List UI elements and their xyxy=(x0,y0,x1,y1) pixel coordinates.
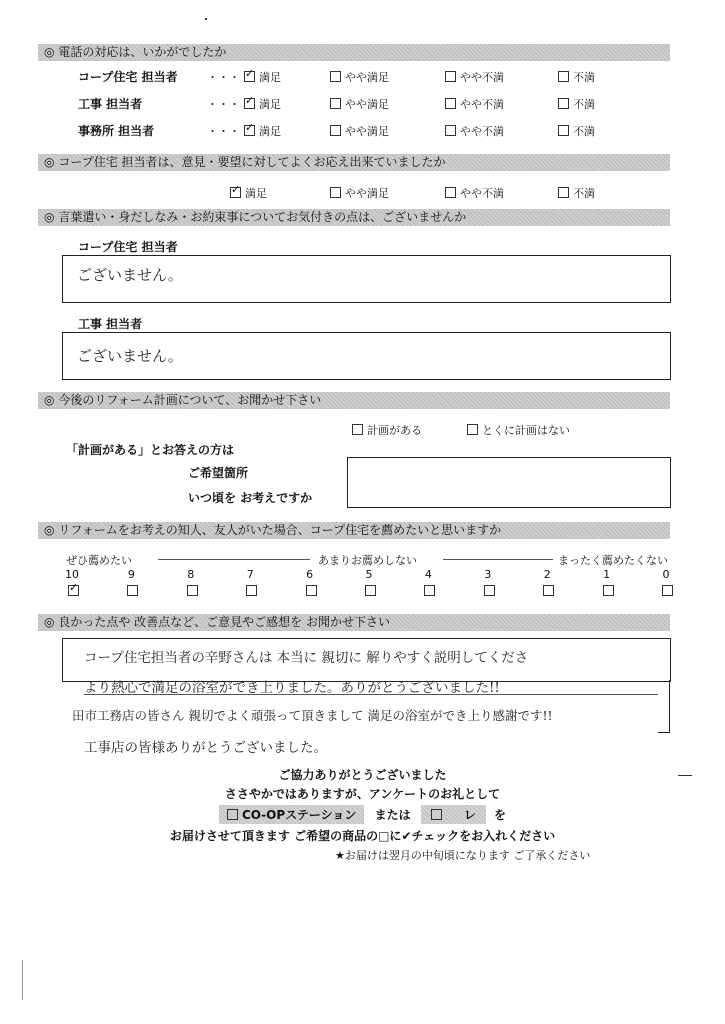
option-label: 満足 xyxy=(259,125,281,138)
option-label: やや満足 xyxy=(345,98,389,111)
scale-number: 9 xyxy=(127,568,135,581)
option-no-plan[interactable] xyxy=(467,422,570,438)
coop-station-option[interactable] xyxy=(219,805,365,824)
scale-checkbox[interactable] xyxy=(306,585,317,596)
option-label: やや不満 xyxy=(460,98,504,111)
alternate-option[interactable] xyxy=(421,805,486,824)
coop-staff-comment-box[interactable] xyxy=(62,255,671,303)
desired-timing-field[interactable] xyxy=(347,482,671,508)
delivery-instruction: お届けさせて頂きます ご希望の商品の□に✔チェックをお入れください xyxy=(169,829,556,843)
option-dissatisfied[interactable] xyxy=(558,123,595,139)
q1-row-label: 工事 担当者 xyxy=(78,97,143,111)
scale-number: 10 xyxy=(65,568,79,581)
scale-checkbox[interactable] xyxy=(603,585,614,596)
checkbox[interactable] xyxy=(330,71,341,82)
feedback-line-3: 田市工務店の皆さん 親切でよく頑張って頂きまして 満足の浴室ができ上り感謝です!! xyxy=(72,708,553,723)
option-label: 満足 xyxy=(245,187,267,200)
scale-label-not-really: あまりお薦めしない xyxy=(318,554,417,567)
section-title: リフォームをお考えの知人、友人がいた場合、コープ住宅を薦めたいと思いますか xyxy=(58,523,502,537)
delivery-note: ★お届けは翌月の中旬頃になります ご了承ください xyxy=(335,849,591,862)
option-label: CO-OPステーション xyxy=(241,808,357,822)
leader-dots: ・・・ xyxy=(207,98,240,111)
checkbox[interactable] xyxy=(558,125,569,136)
q2-option-somewhat-dissatisfied[interactable] xyxy=(445,185,504,201)
scale-checkbox[interactable] xyxy=(68,585,79,596)
feedback-line-1: コープ住宅担当者の辛野さんは 本当に 親切に 解りやすく説明してくださ xyxy=(84,650,529,666)
underline xyxy=(84,694,658,695)
checkbox[interactable] xyxy=(352,424,363,435)
scale-number: 7 xyxy=(246,568,254,581)
wo-text: を xyxy=(494,808,507,822)
option-somewhat-dissatisfied[interactable] xyxy=(445,96,504,112)
scale-checkbox[interactable] xyxy=(246,585,257,596)
option-somewhat-satisfied[interactable] xyxy=(330,96,389,112)
plan-note: 「計画がある」とお答えの方は xyxy=(66,443,235,457)
option-label: 不満 xyxy=(573,71,595,84)
scale-checkbox[interactable] xyxy=(484,585,495,596)
scale-number: 3 xyxy=(484,568,492,581)
option-label: 不満 xyxy=(573,98,595,111)
scale-checkbox[interactable] xyxy=(127,585,138,596)
desired-timing-label: いつ頃を お考えですか xyxy=(188,491,313,505)
checkbox[interactable] xyxy=(431,809,442,820)
work-staff-comment-box[interactable] xyxy=(62,332,671,380)
coop-staff-comment: ございません。 xyxy=(77,266,183,284)
work-staff-label: 工事 担当者 xyxy=(78,317,143,331)
scale-number: 8 xyxy=(187,568,195,581)
scan-speck xyxy=(205,18,207,20)
feedback-line-2: より熱心で満足の浴室ができ上りました。ありがとうございました!! xyxy=(84,680,500,696)
q2-option-dissatisfied[interactable] xyxy=(558,185,595,201)
q1-row-label: コープ住宅 担当者 xyxy=(78,70,178,84)
scale-number: 0 xyxy=(662,568,670,581)
checkbox[interactable] xyxy=(230,187,241,198)
section-title: 言葉遣い・身だしなみ・お約束事についてお気付きの点は、ございませんか xyxy=(58,210,467,224)
checkbox[interactable] xyxy=(558,71,569,82)
checkbox[interactable] xyxy=(558,187,569,198)
scale-checkbox[interactable] xyxy=(424,585,435,596)
section-header-feedback xyxy=(38,614,670,631)
checkbox[interactable] xyxy=(445,98,456,109)
scale-label-definitely: ぜひ薦めたい xyxy=(66,554,132,567)
scale-checkbox[interactable] xyxy=(187,585,198,596)
scale-number: 4 xyxy=(424,568,432,581)
checkbox[interactable] xyxy=(467,424,478,435)
option-somewhat-satisfied[interactable] xyxy=(330,123,389,139)
option-label: 不満 xyxy=(573,125,595,138)
section-marker: ◎ xyxy=(44,523,55,537)
q2-option-somewhat-satisfied[interactable] xyxy=(330,185,389,201)
option-has-plan[interactable] xyxy=(352,422,422,438)
option-label: やや不満 xyxy=(460,71,504,84)
q2-option-satisfied[interactable] xyxy=(230,185,267,201)
checkbox[interactable] xyxy=(244,98,255,109)
option-label: やや不満 xyxy=(460,125,504,138)
option-somewhat-satisfied[interactable] xyxy=(330,69,389,85)
checkbox[interactable] xyxy=(330,98,341,109)
option-somewhat-dissatisfied[interactable] xyxy=(445,123,504,139)
scale-number: 2 xyxy=(543,568,551,581)
scale-number: 5 xyxy=(365,568,373,581)
section-header-phone xyxy=(38,44,670,61)
option-label: 計画がある xyxy=(367,424,422,437)
section-marker: ◎ xyxy=(44,210,55,224)
scale-line xyxy=(443,559,553,560)
option-label: とくに計画はない xyxy=(482,424,570,437)
feedback-box-side xyxy=(669,680,670,732)
option-label: やや満足 xyxy=(345,71,389,84)
section-header-response xyxy=(38,154,670,171)
checkbox[interactable] xyxy=(445,187,456,198)
desired-location-label: ご希望箇所 xyxy=(188,466,249,480)
section-marker: ◎ xyxy=(44,155,55,169)
section-marker: ◎ xyxy=(44,615,55,629)
option-label: 満足 xyxy=(259,71,281,84)
section-title: 今後のリフォーム計画について、お聞かせ下さい xyxy=(58,393,322,407)
checkbox[interactable] xyxy=(330,187,341,198)
checkbox[interactable] xyxy=(227,809,238,820)
option-label: 満足 xyxy=(259,98,281,111)
checkbox[interactable] xyxy=(244,71,255,82)
option-label: レ xyxy=(463,808,476,822)
checkbox[interactable] xyxy=(244,125,255,136)
scale-checkbox[interactable] xyxy=(365,585,376,596)
section-title: 電話の対応は、いかがでしたか xyxy=(58,45,227,59)
option-satisfied[interactable] xyxy=(207,69,281,85)
section-header-reform-plan xyxy=(38,392,670,409)
option-somewhat-dissatisfied[interactable] xyxy=(445,69,504,85)
checkbox[interactable] xyxy=(330,125,341,136)
option-dissatisfied[interactable] xyxy=(558,69,595,85)
scale-line xyxy=(158,559,310,560)
leader-dots: ・・・ xyxy=(207,71,240,84)
option-label: 不満 xyxy=(573,187,595,200)
coop-staff-label: コープ住宅 担当者 xyxy=(78,240,178,254)
section-header-recommend xyxy=(38,522,670,539)
checkbox[interactable] xyxy=(445,125,456,136)
option-label: やや不満 xyxy=(460,187,504,200)
option-satisfied[interactable] xyxy=(207,123,281,139)
desired-location-field[interactable] xyxy=(347,457,671,484)
section-marker: ◎ xyxy=(44,393,55,407)
gift-intro: ささやかではありますが、アンケートのお礼として xyxy=(224,787,501,801)
option-label: やや満足 xyxy=(345,187,389,200)
scale-number: 6 xyxy=(306,568,314,581)
thanks-line: ご協力ありがとうございました xyxy=(278,768,447,782)
checkbox[interactable] xyxy=(445,71,456,82)
scale-number: 1 xyxy=(603,568,611,581)
option-label: やや満足 xyxy=(345,125,389,138)
scale-label-not-at-all: まったく薦めたくない xyxy=(558,554,668,567)
checkbox[interactable] xyxy=(558,98,569,109)
section-marker: ◎ xyxy=(44,45,55,59)
work-staff-comment: ございません。 xyxy=(77,347,183,365)
margin-mark xyxy=(678,775,692,776)
section-header-manners xyxy=(38,209,670,226)
scale-checkbox[interactable] xyxy=(543,585,554,596)
feedback-line-4: 工事店の皆様ありがとうございました。 xyxy=(84,740,327,756)
leader-dots: ・・・ xyxy=(207,125,240,138)
scale-checkbox[interactable] xyxy=(662,585,673,596)
or-text: または xyxy=(374,808,411,822)
section-title: 良かった点や 改善点など、ご意見やご感想を お聞かせ下さい xyxy=(58,615,390,629)
option-dissatisfied[interactable] xyxy=(558,96,595,112)
gift-choice-row xyxy=(0,805,725,824)
section-title: コープ住宅 担当者は、意見・要望に対してよくお応え出来ていましたか xyxy=(58,155,446,169)
feedback-box-line xyxy=(658,732,670,733)
left-edge-line xyxy=(22,960,23,1000)
q1-row-label: 事務所 担当者 xyxy=(78,124,155,138)
option-satisfied[interactable] xyxy=(207,96,281,112)
